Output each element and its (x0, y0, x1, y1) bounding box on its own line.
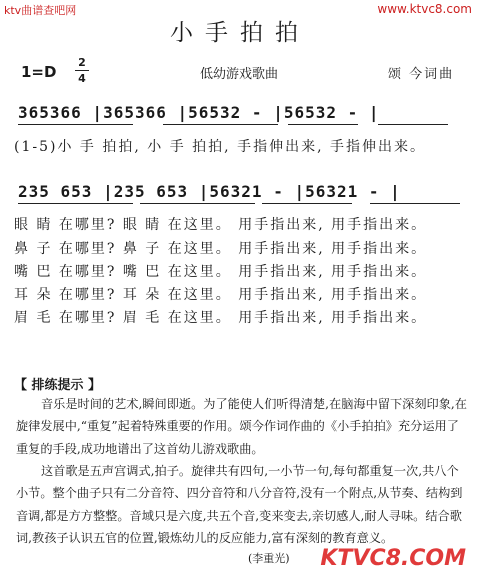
lyric-line-4: 嘴 巴 在哪里? 嘴 巴 在这里。 用手指出来, 用手指出来。 (14, 264, 428, 280)
watermark-logo: KTVC8.COM (320, 546, 466, 571)
rehearsal-notes-paragraph-1: 音乐是时间的艺术,瞬间即逝。为了能使人们听得清楚,在脑海中留下深刻印象,在旋律发展中,“重复”起着特殊重要的作用。颂今作词作曲的《小手拍拍》充分运用了重复的手段,成功地谱出了这首幼儿游戏歌曲。 (16, 397, 467, 456)
lyric-line-6: 眉 毛 在哪里? 眉 毛 在这里。 用手指出来, 用手指出来。 (14, 310, 428, 326)
beam-line (262, 203, 352, 204)
beam-line (288, 124, 358, 125)
beam-line (163, 124, 278, 125)
beam-line (18, 203, 133, 204)
beam-line (370, 203, 460, 204)
score-row-2: 235 653 |235 653 |56321 - |56321 - | (18, 182, 401, 201)
lyric-line-1: (1-5)小 手 拍拍, 小 手 拍拍, 手指伸出来, 手指伸出来。 (14, 139, 426, 155)
time-signature (75, 56, 89, 85)
time-signature-top: 2 (78, 56, 86, 69)
watermark-site-name: ktv曲谱查吧网 (4, 4, 77, 17)
key-signature: 1=D (21, 63, 57, 81)
song-credit: 颂 今词曲 (388, 67, 455, 82)
rehearsal-notes-paragraph-2: 这首歌是五声宫调式,拍子。旋律共有四句,一小节一句,每句都重复一次,共八个小节。整个曲子只有二分音符、四分音符和八分音符,没有一个附点,从节奏、结构到音调,都是方方整整。音域只是六度,共五个音,变来变去,亲切感人,耐人寻味。结合歌词,教孩子认识五官的位置,锻炼幼儿的反应能力,富有深刻的教育意义。 (16, 464, 463, 546)
rehearsal-notes-header: 【 排练提示 】 (14, 378, 102, 393)
time-signature-bottom: 4 (78, 72, 86, 85)
article-author: (李重光) (248, 552, 290, 565)
beam-line (18, 124, 133, 125)
watermark-url: www.ktvc8.com (377, 2, 472, 16)
song-genre: 低幼游戏歌曲 (200, 67, 279, 82)
lyric-line-5: 耳 朵 在哪里? 耳 朵 在这里。 用手指出来, 用手指出来。 (14, 287, 428, 303)
beam-line (140, 203, 255, 204)
beam-line (378, 124, 448, 125)
song-title: 小手拍拍 (170, 20, 310, 46)
lyric-line-2: 眼 睛 在哪里? 眼 睛 在这里。 用手指出来, 用手指出来。 (14, 217, 428, 233)
score-row-1: 365366 |365366 |56532 - |56532 - | (18, 103, 380, 122)
lyric-line-3: 鼻 子 在哪里? 鼻 子 在这里。 用手指出来, 用手指出来。 (14, 241, 428, 257)
